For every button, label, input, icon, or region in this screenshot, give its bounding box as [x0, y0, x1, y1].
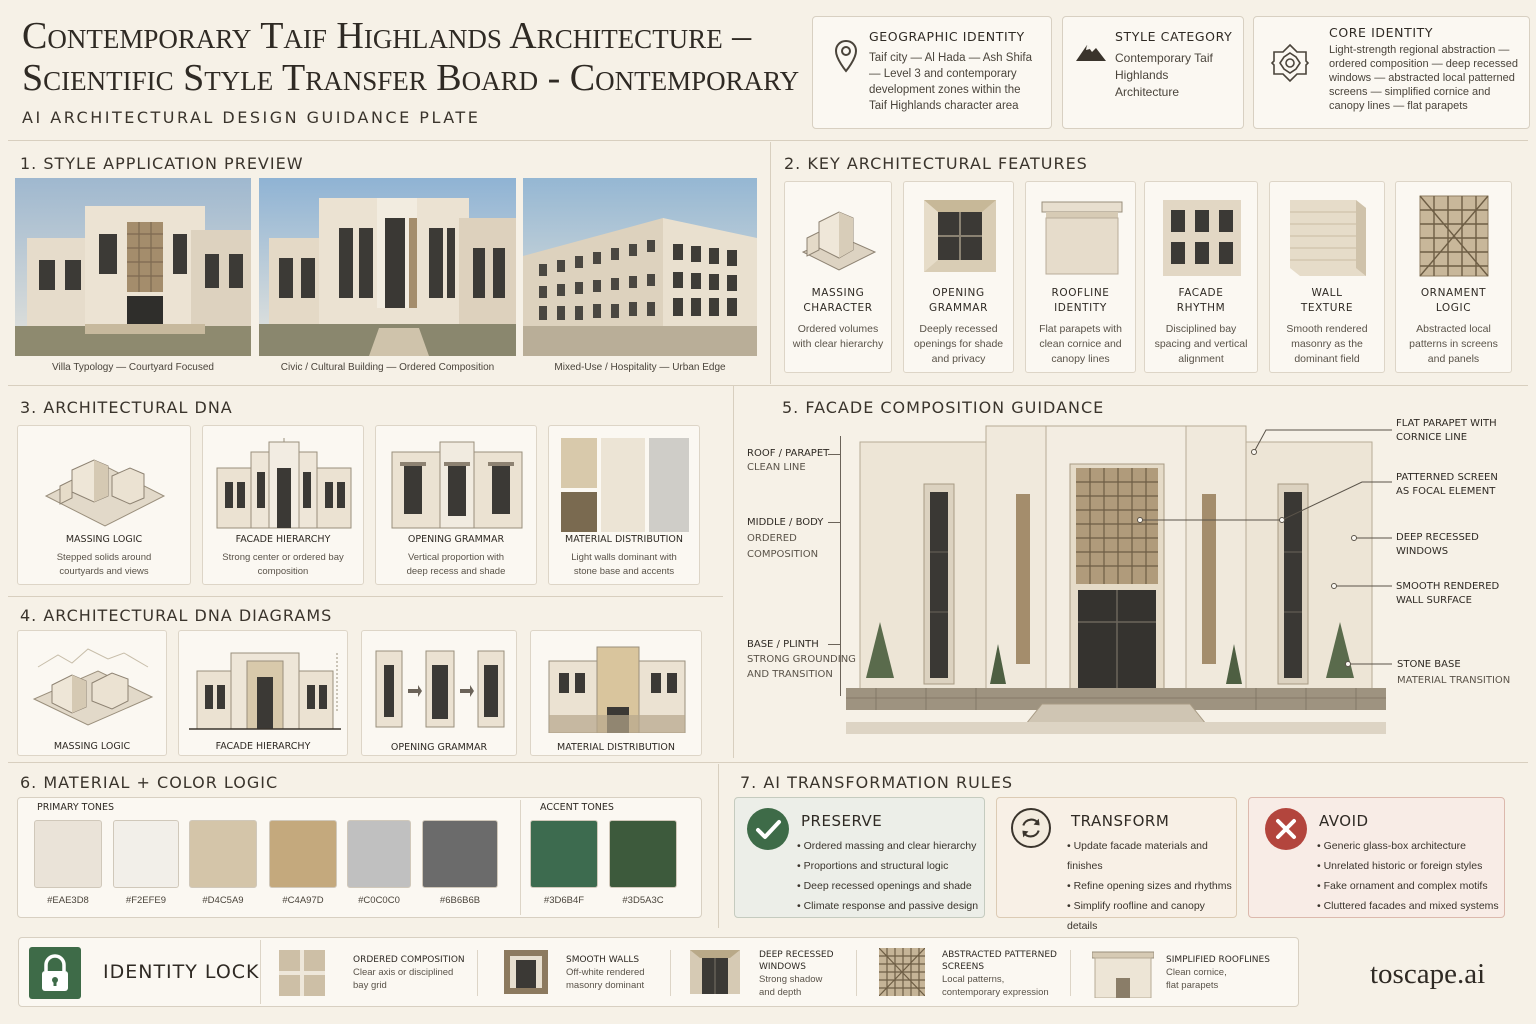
refresh-icon [1011, 808, 1051, 848]
feature-facade-card [1144, 181, 1258, 373]
diagram-material-illustration [545, 641, 689, 733]
preview-mixed-use-caption: Mixed-Use / Hospitality — Urban Edge [554, 362, 726, 373]
swatch-primary-1 [34, 820, 102, 888]
facade-wall-label [1396, 580, 1499, 608]
divider-row1 [8, 385, 1528, 386]
feature-massing-title2: CHARACTER [803, 302, 873, 314]
avoid-item: • Unrelated historic or foreign styles [1317, 856, 1499, 876]
diagram-material-title: MATERIAL DISTRIBUTION [557, 742, 675, 753]
facade-stone-label-line2: MATERIAL TRANSITION [1397, 675, 1511, 686]
core-identity-heading: CORE IDENTITY [1329, 25, 1434, 40]
feature-ornament-title1: ORNAMENT [1420, 287, 1487, 299]
swatch-primary-6 [422, 820, 498, 888]
style-category-body: Contemporary Taif Highlands Architecture [1115, 51, 1213, 99]
transform-item: • Simplify roofline and canopy details [1067, 896, 1236, 936]
feature-roofline-card [1025, 181, 1136, 373]
dna-facade-title: FACADE HIERARCHY [235, 534, 331, 545]
feature-wall-title1: WALL [1311, 287, 1343, 299]
avoid-item: • Fake ornament and complex motifs [1317, 876, 1499, 896]
style-category-heading: STYLE CATEGORY [1115, 29, 1233, 44]
lock-icon [29, 947, 81, 999]
smooth-walls-icon [504, 950, 548, 994]
opening-feature-icon [920, 196, 1000, 276]
recessed-windows-icon [690, 950, 740, 994]
feature-roofline-desc: Flat parapets with clean cornice and canopy lines [1039, 323, 1122, 365]
lock-sep [1070, 950, 1071, 996]
facade-windows-label-line2: WINDOWS [1396, 546, 1449, 557]
diagram-material-distribution-card [530, 630, 702, 756]
feature-massing-desc: Ordered volumes with clear hierarchy [792, 323, 884, 350]
lock-item-screens-desc2: contemporary expression [942, 987, 1049, 998]
facade-wall-label-line1: SMOOTH RENDERED [1396, 581, 1500, 592]
transform-rule-card [996, 797, 1237, 932]
divider-row4 [8, 762, 1528, 763]
facade-windows-label-line1: DEEP RECESSED [1396, 532, 1479, 543]
feature-opening-card [903, 181, 1014, 373]
lock-item-ordered [353, 954, 465, 992]
lock-item-windows [759, 949, 834, 999]
facade-base-label-line2: STRONG GROUNDING [747, 654, 856, 665]
divider-row3 [8, 596, 723, 597]
dna-massing-card [17, 425, 191, 585]
lock-sep [670, 950, 671, 996]
dna-material-desc: Light walls dominant with stone base and accents [571, 552, 677, 577]
dna-opening-title: OPENING GRAMMAR [407, 534, 505, 545]
lock-sep [477, 950, 478, 996]
facade-middle-label-line3: COMPOSITION [747, 549, 819, 560]
preserve-title: PRESERVE [801, 812, 883, 830]
dna-material-illustration [561, 438, 689, 532]
preserve-rule-card [734, 797, 985, 918]
board-title-line2: Scientific Style Transfer Board - Contemporary [22, 57, 800, 99]
dna-facade-desc: Strong center or ordered bay composition [222, 552, 344, 577]
preserve-item: • Ordered massing and clear hierarchy [797, 836, 978, 856]
lock-sep [856, 950, 857, 996]
hex-primary-2: #F2EFE9 [125, 895, 167, 906]
facade-roof-label-line2: CLEAN LINE [747, 462, 806, 473]
hex-primary-4: #C4A97D [282, 895, 324, 906]
preserve-item: • Proportions and structural logic [797, 856, 978, 876]
brand-logo-text[interactable]: toscape.ai [1370, 958, 1486, 990]
feature-ornament-desc: Abstracted local patterns in screens and panels [1409, 323, 1498, 365]
dna-massing-title: MASSING LOGIC [65, 534, 143, 545]
preserve-item: • Deep recessed openings and shade [797, 876, 978, 896]
diagram-opening-title: OPENING GRAMMAR [390, 742, 488, 753]
feature-opening-title2: GRAMMAR [929, 302, 988, 314]
dna-massing-illustration [42, 436, 168, 532]
hex-accent-1: #3D6B4F [543, 895, 585, 906]
dna-opening-grammar-card [375, 425, 537, 585]
section-6-title: 6. MATERIAL + COLOR LOGIC [20, 773, 279, 792]
swatch-accent-1 [530, 820, 598, 888]
facade-roof-label-line1: ROOF / PARAPET [747, 448, 830, 459]
lock-item-ordered-title: ORDERED COMPOSITION [353, 955, 465, 965]
lock-item-walls-desc2: masonry dominant [566, 980, 645, 991]
roofline-feature-icon [1038, 196, 1126, 278]
core-identity-body: Light-strength regional abstraction — ordered composition — deep recessed windows — abstracted local patterned screens — simplified cornice and canopy lines — flat parapets [1329, 44, 1518, 112]
geographic-identity-heading: GEOGRAPHIC IDENTITY [869, 29, 1025, 44]
patterned-screens-icon [879, 948, 925, 996]
feature-massing-title1: MASSING [811, 287, 865, 299]
lock-item-rooflines [1166, 954, 1270, 992]
facade-stone-label [1397, 657, 1510, 689]
feature-opening-desc: Deeply recessed openings for shade and privacy [913, 323, 1004, 365]
section-5-title: 5. FACADE COMPOSITION GUIDANCE [782, 398, 1105, 417]
dna-opening-illustration [388, 438, 526, 530]
diagram-opening-illustration [372, 645, 508, 731]
hex-primary-1: #EAE3D8 [47, 895, 89, 906]
diagram-massing-title: MASSING LOGIC [53, 741, 131, 752]
preview-civic-image [259, 178, 516, 356]
facade-middle-label-line2: ORDERED [747, 533, 797, 544]
hex-primary-5: #C0C0C0 [358, 895, 400, 906]
transform-title: TRANSFORM [1071, 812, 1170, 830]
style-category-card [1062, 16, 1244, 129]
facade-leader-lines [1130, 420, 1400, 680]
swatch-accent-2 [609, 820, 677, 888]
feature-ornament-card [1395, 181, 1512, 373]
facade-screen-label-line2: AS FOCAL ELEMENT [1396, 486, 1496, 497]
feature-massing-card [784, 181, 892, 373]
hex-primary-6: #6B6B6B [439, 895, 481, 906]
facade-parapet-label [1396, 417, 1497, 445]
lock-item-ordered-desc1: Clear axis or disciplined [353, 967, 454, 978]
dna-massing-desc: Stepped solids around courtyards and views [56, 552, 152, 577]
facade-parapet-label-line1: FLAT PARAPET WITH [1396, 418, 1497, 429]
preserve-list [797, 836, 978, 916]
preview-mixed-use-image [523, 178, 757, 356]
divider-mid-vertical [770, 142, 771, 384]
close-icon [1265, 808, 1307, 850]
board-title-line1: Contemporary Taif Highlands Architecture – [22, 15, 752, 57]
avoid-rule-card [1248, 797, 1505, 918]
section-4-title: 4. ARCHITECTURAL DNA DIAGRAMS [20, 606, 333, 625]
avoid-list [1317, 836, 1499, 916]
facade-base-label-line3: AND TRANSITION [747, 669, 833, 680]
feature-facade-title2: RHYTHM [1176, 302, 1226, 314]
dna-facade-illustration [213, 438, 355, 530]
lock-item-walls [566, 954, 645, 992]
divider-material-rules [718, 764, 719, 928]
facade-base-label [747, 637, 856, 682]
feature-ornament-title2: LOGIC [1435, 302, 1472, 314]
mountain-icon [1075, 39, 1107, 63]
feature-wall-card [1269, 181, 1385, 373]
diagram-facade-title: FACADE HIERARCHY [215, 741, 311, 752]
lock-item-screens [942, 949, 1057, 999]
diagram-facade-hierarchy-card [178, 630, 348, 756]
feature-wall-desc: Smooth rendered masonry as the dominant field [1286, 323, 1368, 365]
lock-badge [29, 947, 81, 999]
core-identity-card [1253, 16, 1530, 129]
ordered-composition-icon [279, 950, 325, 996]
lock-item-screens-title2: SCREENS [942, 962, 985, 972]
lock-item-windows-desc1: Strong shadow [759, 974, 823, 985]
identity-lock-label: IDENTITY LOCK [103, 961, 260, 983]
lock-item-windows-desc2: and depth [759, 987, 802, 998]
feature-facade-desc: Disciplined bay spacing and vertical alignment [1154, 323, 1248, 365]
lock-item-rooflines-title: SIMPLIFIED ROOFLINES [1166, 955, 1270, 965]
lock-item-windows-title1: DEEP RECESSED [759, 950, 834, 960]
wall-texture-feature-icon [1286, 196, 1370, 278]
swatch-primary-3 [189, 820, 257, 888]
divider-facade-left [733, 386, 734, 758]
ornament-feature-icon [1418, 194, 1490, 278]
simplified-roofline-icon [1092, 950, 1154, 998]
diagram-massing-card [17, 630, 167, 756]
diagram-facade-illustration [187, 637, 343, 733]
lock-item-rooflines-desc2: flat parapets [1166, 980, 1219, 991]
middle-tick [828, 522, 840, 523]
facade-base-label-line1: BASE / PLINTH [747, 639, 819, 650]
feature-roofline-title1: ROOFLINE [1051, 287, 1110, 299]
dna-opening-desc: Vertical proportion with deep recess and shade [406, 552, 506, 577]
facade-rhythm-feature-icon [1161, 196, 1243, 278]
diagram-opening-grammar-card [361, 630, 517, 756]
section-7-title: 7. AI TRANSFORMATION RULES [740, 773, 1013, 792]
board-subtitle: AI ARCHITECTURAL DESIGN GUIDANCE PLATE [22, 108, 481, 127]
preview-villa-caption: Villa Typology — Courtyard Focused [52, 362, 214, 373]
preview-villa-image [15, 178, 251, 356]
massing-feature-icon [793, 200, 885, 280]
geographic-identity-body: Taif city — Al Hada — Ash Shifa — Level 3 and contemporary development zones within the Taif Highlands character area [869, 52, 1032, 112]
transform-item: • Update facade materials and finishes [1067, 836, 1236, 876]
section-1-title: 1. STYLE APPLICATION PREVIEW [20, 154, 304, 173]
swatch-primary-5 [347, 820, 411, 888]
lock-item-walls-desc1: Off-white rendered [566, 967, 645, 978]
hex-accent-2: #3D5A3C [622, 895, 664, 906]
roof-tick [828, 454, 840, 455]
geographic-identity-card [812, 16, 1052, 129]
feature-roofline-title2: IDENTITY [1054, 302, 1107, 314]
facade-stone-label-line1: STONE BASE [1397, 659, 1461, 670]
location-pin-icon [833, 39, 859, 75]
facade-roof-label [747, 447, 829, 475]
swatch-primary-4 [269, 820, 337, 888]
primary-tones-label: PRIMARY TONES [37, 802, 115, 813]
facade-wall-label-line2: WALL SURFACE [1396, 595, 1472, 606]
feature-opening-title1: OPENING [932, 287, 985, 299]
section-2-title: 2. KEY ARCHITECTURAL FEATURES [784, 154, 1088, 173]
swatch-primary-2 [113, 820, 179, 888]
lock-item-screens-title1: ABSTRACTED PATTERNED [942, 950, 1057, 960]
lock-item-ordered-desc2: bay grid [353, 980, 387, 991]
avoid-item: • Cluttered facades and mixed systems [1317, 896, 1499, 916]
facade-middle-label-line1: MIDDLE / BODY [747, 517, 824, 528]
accent-tones-label: ACCENT TONES [540, 802, 614, 813]
section-3-title: 3. ARCHITECTURAL DNA [20, 398, 233, 417]
pattern-icon [1270, 43, 1310, 83]
facade-parapet-label-line2: CORNICE LINE [1396, 432, 1468, 443]
divider-header [8, 140, 1528, 141]
feature-facade-title1: FACADE [1178, 287, 1224, 299]
lock-divider [260, 940, 261, 1004]
facade-screen-label-line1: PATTERNED SCREEN [1396, 472, 1498, 483]
check-icon [747, 808, 789, 850]
facade-middle-label [747, 515, 823, 563]
preview-civic-caption: Civic / Cultural Building — Ordered Composition [280, 362, 495, 373]
avoid-item: • Generic glass-box architecture [1317, 836, 1499, 856]
avoid-title: AVOID [1319, 812, 1369, 830]
dna-facade-hierarchy-card [202, 425, 364, 585]
dna-material-title: MATERIAL DISTRIBUTION [565, 534, 683, 545]
hex-primary-3: #D4C5A9 [202, 895, 244, 906]
lock-item-rooflines-desc1: Clean cornice, [1166, 967, 1227, 978]
preserve-item: • Climate response and passive design [797, 896, 978, 916]
lock-item-windows-title2: WINDOWS [759, 962, 806, 972]
lock-item-screens-desc1: Local patterns, [942, 974, 1005, 985]
lock-item-walls-title: SMOOTH WALLS [566, 955, 640, 965]
facade-windows-label [1396, 531, 1479, 559]
feature-wall-title2: TEXTURE [1300, 302, 1354, 314]
facade-screen-label [1396, 471, 1498, 499]
transform-item: • Refine opening sizes and rhythms [1067, 876, 1236, 896]
dna-material-distribution-card [548, 425, 700, 585]
primary-accent-divider [520, 800, 521, 915]
diagram-massing-illustration [28, 639, 158, 731]
